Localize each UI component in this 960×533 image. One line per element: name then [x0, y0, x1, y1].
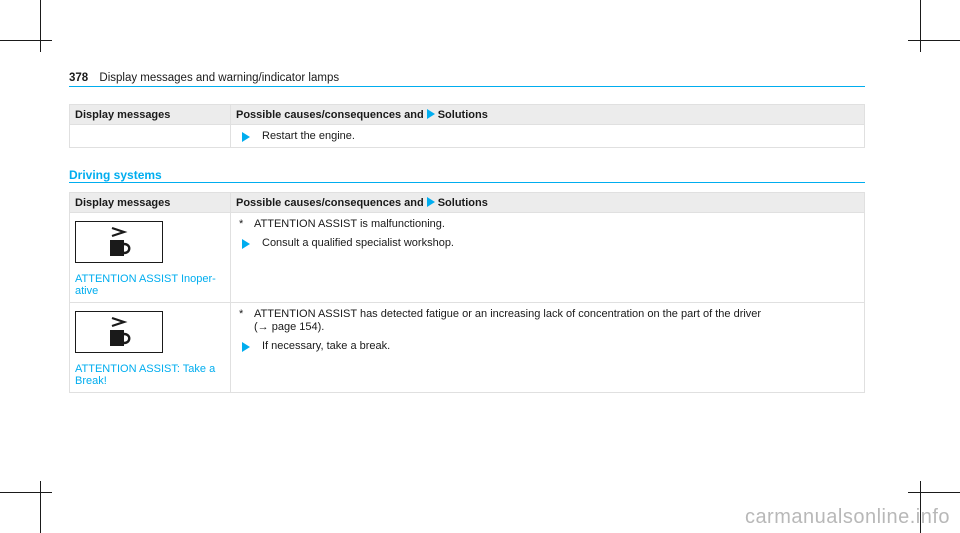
page-header	[69, 72, 339, 84]
crop-mark	[40, 0, 41, 52]
solution-arrow-icon	[427, 109, 435, 119]
display-message-text: ATTENTION ASSIST: Take a Break!	[75, 363, 216, 387]
section-title: Driving systems	[69, 168, 162, 182]
section-rule	[69, 182, 865, 183]
crop-mark	[0, 492, 52, 493]
table-cell-solution	[231, 125, 865, 148]
solution-arrow-icon	[242, 239, 250, 249]
crop-mark	[0, 40, 52, 41]
column-header-display-messages: Display messages	[70, 105, 231, 125]
page-number: 378	[69, 72, 89, 84]
column-header-display-messages: Display messages	[70, 193, 231, 213]
cause-text: * ATTENTION ASSIST has detected fatigue or an increasing lack of concentration on the part of the driver (→ page 154).	[236, 308, 859, 334]
cause-text: * ATTENTION ASSIST is malfunctioning.	[239, 218, 445, 230]
header-rule	[69, 86, 865, 87]
table-cell-causes	[231, 213, 865, 303]
display-message-text: ATTENTION ASSIST Inoper- ative	[75, 273, 216, 297]
crop-mark	[908, 40, 960, 41]
table-row	[70, 303, 865, 393]
solution-arrow-icon	[242, 132, 250, 142]
solution-arrow-icon	[427, 197, 435, 207]
solution-arrow-icon	[242, 342, 250, 352]
solution-step: Consult a qualified specialist workshop.	[236, 237, 859, 249]
table-cell-message	[70, 213, 231, 303]
page-header-title: Display messages and warning/indicator lamps	[99, 72, 340, 84]
table-cell-message	[70, 303, 231, 393]
solution-step: Restart the engine.	[236, 130, 859, 142]
column-header-causes-solutions: Possible causes/consequences and Solutions	[231, 105, 865, 125]
crop-mark	[908, 492, 960, 493]
column-header-causes-solutions: Possible causes/consequences and Solutions	[231, 193, 865, 213]
coffee-cup-icon	[75, 311, 163, 353]
messages-table-driving-systems	[69, 192, 865, 393]
coffee-cup-icon	[75, 221, 163, 263]
watermark: carmanualsonline.info	[744, 506, 950, 528]
crop-mark	[920, 0, 921, 52]
messages-table-continued	[69, 104, 865, 148]
crop-mark	[40, 481, 41, 533]
solution-step: If necessary, take a break.	[236, 340, 859, 352]
table-row	[70, 213, 865, 303]
page-reference-link[interactable]: (→ page 154).	[254, 321, 325, 333]
table-cell-empty	[70, 125, 231, 148]
table-cell-causes	[231, 303, 865, 393]
